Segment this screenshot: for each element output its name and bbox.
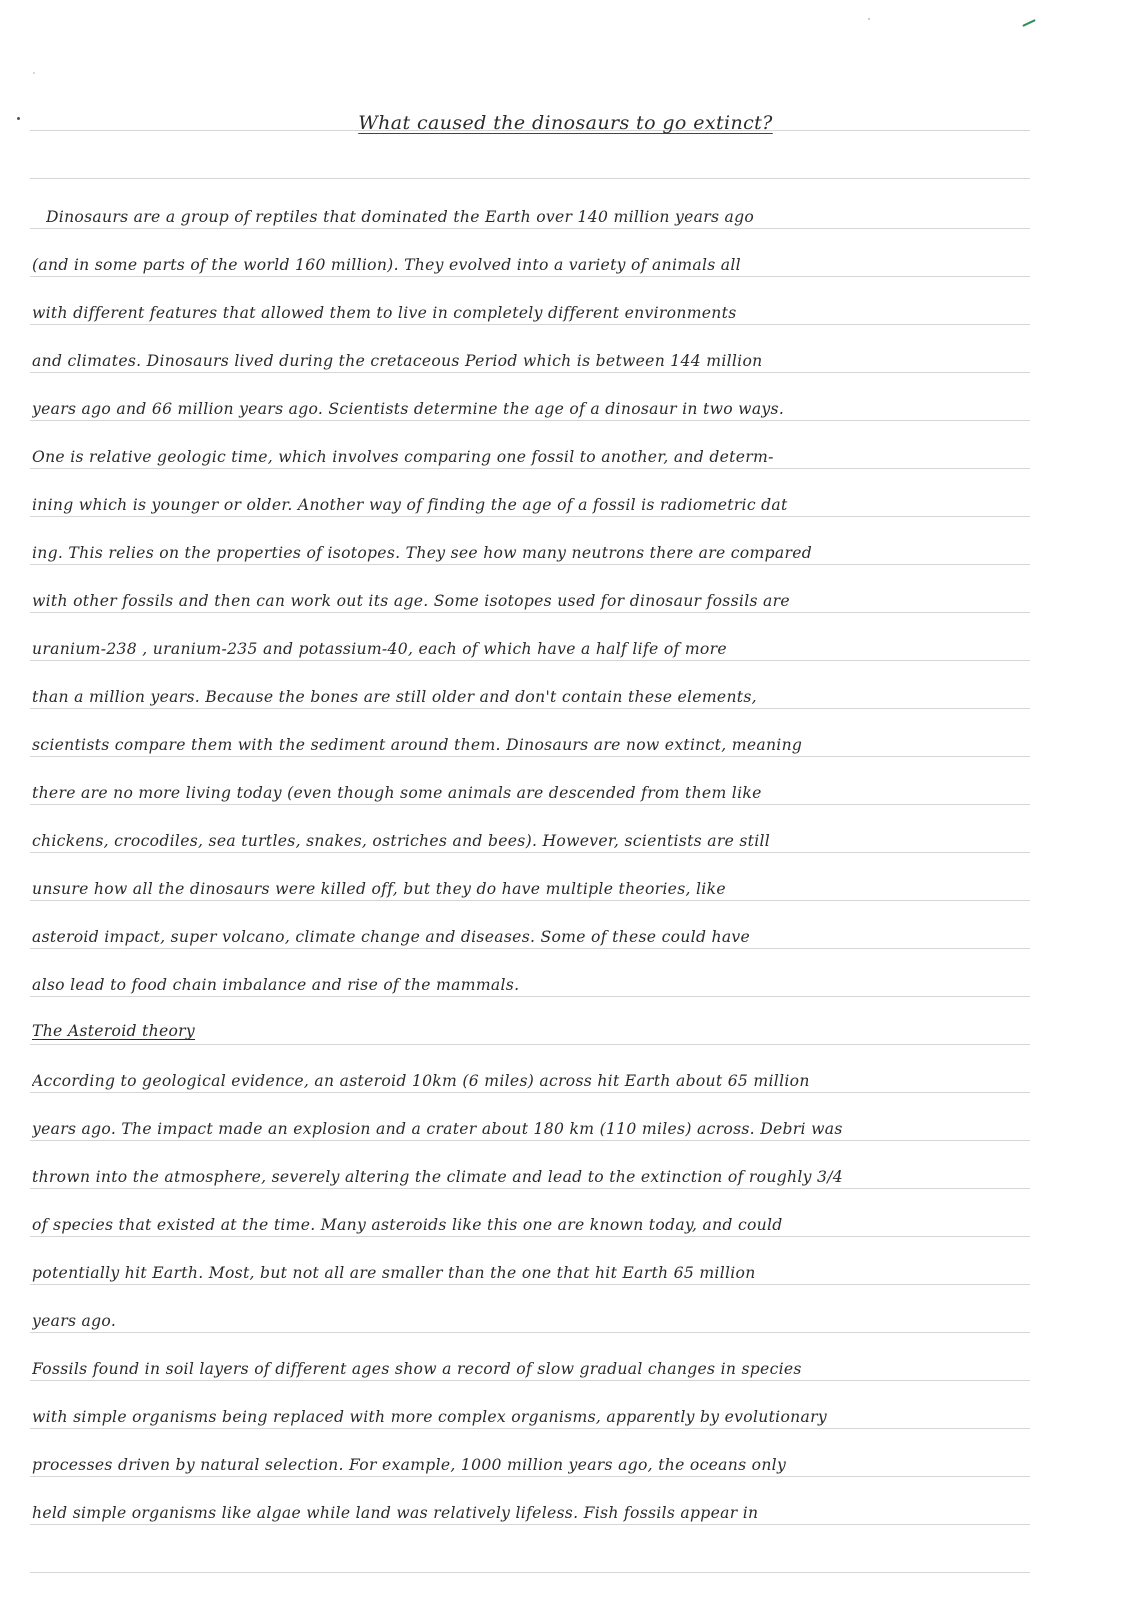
text-line: with different features that allowed them to live in completely different environments: [32, 304, 737, 322]
text-line: According to geological evidence, an asteroid 10km (6 miles) across hit Earth about 65 million: [32, 1072, 810, 1090]
ruled-line: [30, 1284, 1030, 1285]
text-line: with simple organisms being replaced with more complex organisms, apparently by evolutionary: [32, 1408, 827, 1426]
text-line: there are no more living today (even though some animals are descended from them like: [32, 784, 762, 802]
section-heading: The Asteroid theory: [32, 1022, 196, 1040]
ruled-line: [30, 900, 1030, 901]
ruled-line: [30, 1476, 1030, 1477]
ruled-line: [30, 1140, 1030, 1141]
text-line: years ago.: [32, 1312, 117, 1330]
text-line: years ago and 66 million years ago. Scientists determine the age of a dinosaur in two ways.: [32, 400, 785, 418]
ruled-line: [30, 660, 1030, 661]
ruled-line: [30, 612, 1030, 613]
text-line: ing. This relies on the properties of isotopes. They see how many neutrons there are compared: [32, 544, 813, 562]
ruled-line: [30, 564, 1030, 565]
ruled-line: [30, 804, 1030, 805]
text-line: years ago. The impact made an explosion and a crater about 180 km (110 miles) across. Debri was: [32, 1120, 843, 1138]
text-line: thrown into the atmosphere, severely altering the climate and lead to the extinction of roughly 3/4: [32, 1168, 843, 1186]
text-line: than a million years. Because the bones are still older and don't contain these elements,: [32, 688, 757, 706]
ruled-line: [30, 1236, 1030, 1237]
ruled-line: [30, 996, 1030, 997]
text-line: also lead to food chain imbalance and rise of the mammals.: [32, 976, 520, 994]
ruled-line: [30, 372, 1030, 373]
ruled-line: [30, 756, 1030, 757]
text-line: of species that existed at the time. Many asteroids like this one are known today, and could: [32, 1216, 783, 1234]
text-line: ining which is younger or older. Another way of finding the age of a fossil is radiometric dat: [32, 496, 788, 514]
ruled-line: [30, 1332, 1030, 1333]
text-line: Fossils found in soil layers of different ages show a record of slow gradual changes in species: [32, 1360, 802, 1378]
ruled-line: [30, 1428, 1030, 1429]
text-line: asteroid impact, super volcano, climate change and diseases. Some of these could have: [32, 928, 751, 946]
ruled-line: [30, 1524, 1030, 1525]
ruled-line: [30, 1092, 1030, 1093]
text-line: potentially hit Earth. Most, but not all are smaller than the one that hit Earth 65 million: [32, 1264, 756, 1282]
text-line: unsure how all the dinosaurs were killed off, but they do have multiple theories, like: [32, 880, 726, 898]
ruled-line: [30, 324, 1030, 325]
ruled-line: [30, 468, 1030, 469]
ruled-line: [30, 1380, 1030, 1381]
ruled-line: [30, 276, 1030, 277]
text-line: Dinosaurs are a group of reptiles that dominated the Earth over 140 million years ago: [46, 208, 755, 226]
text-line: (and in some parts of the world 160 million). They evolved into a variety of animals all: [32, 256, 741, 274]
ruled-line: [30, 420, 1030, 421]
ruled-line: [30, 178, 1030, 179]
green-pen-mark: [1022, 19, 1036, 27]
ruled-line: [30, 1572, 1030, 1573]
ruled-line: [30, 1188, 1030, 1189]
text-line: One is relative geologic time, which involves comparing one fossil to another, and determ-: [32, 448, 774, 466]
ruled-line: [30, 852, 1030, 853]
ruled-line: [30, 948, 1030, 949]
ruled-line: [30, 708, 1030, 709]
text-line: chickens, crocodiles, sea turtles, snakes, ostriches and bees). However, scientists are still: [32, 832, 771, 850]
text-line: and climates. Dinosaurs lived during the cretaceous Period which is between 144 million: [32, 352, 763, 370]
page-title: What caused the dinosaurs to go extinct?: [358, 112, 773, 134]
ink-speck: [33, 72, 35, 74]
ink-speck: [868, 18, 870, 20]
ruled-line: [30, 228, 1030, 229]
text-line: uranium-238 , uranium-235 and potassium-40, each of which have a half life of more: [32, 640, 727, 658]
ruled-line: [30, 516, 1030, 517]
text-line: held simple organisms like algae while land was relatively lifeless. Fish fossils appear in: [32, 1504, 759, 1522]
text-line: with other fossils and then can work out its age. Some isotopes used for dinosaur fossils are: [32, 592, 790, 610]
ruled-line: [30, 1044, 1030, 1045]
text-line: processes driven by natural selection. For example, 1000 million years ago, the oceans only: [32, 1456, 787, 1474]
text-line: scientists compare them with the sediment around them. Dinosaurs are now extinct, meaning: [32, 736, 803, 754]
